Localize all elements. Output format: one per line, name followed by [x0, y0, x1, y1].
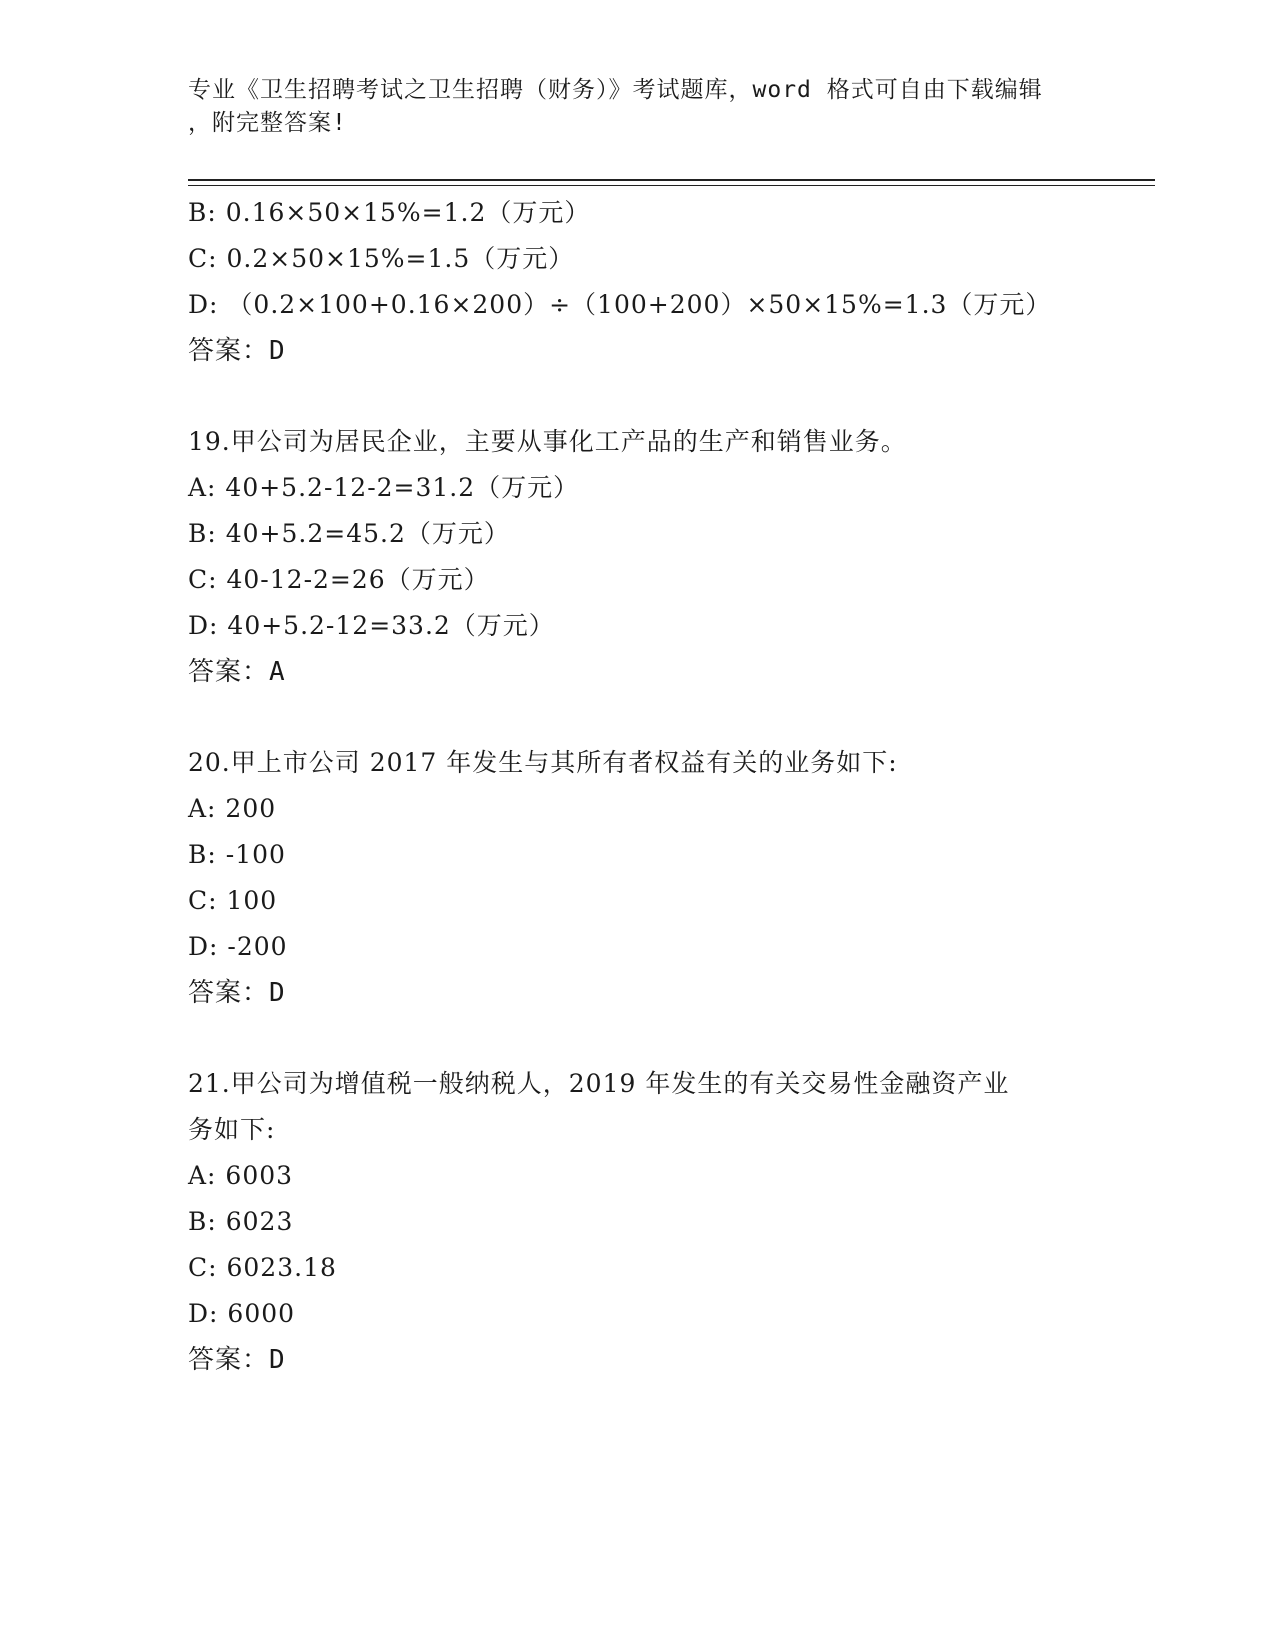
option-b: B: 40+5.2=45.2（万元）	[188, 519, 510, 548]
header-rule-thick	[188, 179, 1155, 181]
document-header	[188, 74, 1078, 140]
question-stem: 19.甲公司为居民企业，主要从事化工产品的生产和销售业务。	[188, 427, 907, 456]
question-stem-line-2: 务如下:	[188, 1115, 276, 1144]
option-a: A: 6003	[188, 1161, 294, 1190]
option-c: C: 6023.18	[188, 1253, 337, 1282]
question-list	[188, 190, 1088, 1383]
spacer	[188, 374, 1088, 419]
header-rule-thin	[188, 185, 1155, 186]
option-b: B: 6023	[188, 1207, 294, 1236]
option-c: C: 0.2×50×15%=1.5（万元）	[188, 244, 575, 273]
question-21	[188, 1061, 1088, 1383]
option-b: B: 0.16×50×15%=1.2（万元）	[188, 198, 591, 227]
option-c: C: 100	[188, 886, 278, 915]
question-stem: 20.甲上市公司 2017 年发生与其所有者权益有关的业务如下:	[188, 748, 898, 777]
answer-line: 答案：D	[188, 1345, 286, 1375]
spacer	[188, 1016, 1088, 1061]
option-d: D: 6000	[188, 1299, 296, 1328]
question-20	[188, 740, 1088, 1016]
option-a: A: 200	[188, 794, 277, 823]
question-18-tail	[188, 190, 1088, 374]
option-c: C: 40-12-2=26（万元）	[188, 565, 490, 594]
header-title-line-1: 专业《卫生招聘考试之卫生招聘（财务）》考试题库，word 格式可自由下载编辑	[188, 77, 1043, 103]
question-19	[188, 419, 1088, 695]
answer-line: 答案：D	[188, 978, 286, 1008]
option-d: D: 40+5.2-12=33.2（万元）	[188, 611, 555, 640]
answer-line: 答案：D	[188, 336, 286, 366]
question-stem-line-1: 21.甲公司为增值税一般纳税人，2019 年发生的有关交易性金融资产业	[188, 1069, 1010, 1098]
option-d: D: -200	[188, 932, 288, 961]
answer-line: 答案：A	[188, 657, 286, 687]
spacer	[188, 695, 1088, 740]
option-b: B: -100	[188, 840, 286, 869]
option-a: A: 40+5.2-12-2=31.2（万元）	[188, 473, 580, 502]
header-title-line-2: ，附完整答案!	[188, 110, 347, 136]
option-d: D: （0.2×100+0.16×200）÷（100+200）×50×15%=1.3（万元）	[188, 290, 1052, 319]
